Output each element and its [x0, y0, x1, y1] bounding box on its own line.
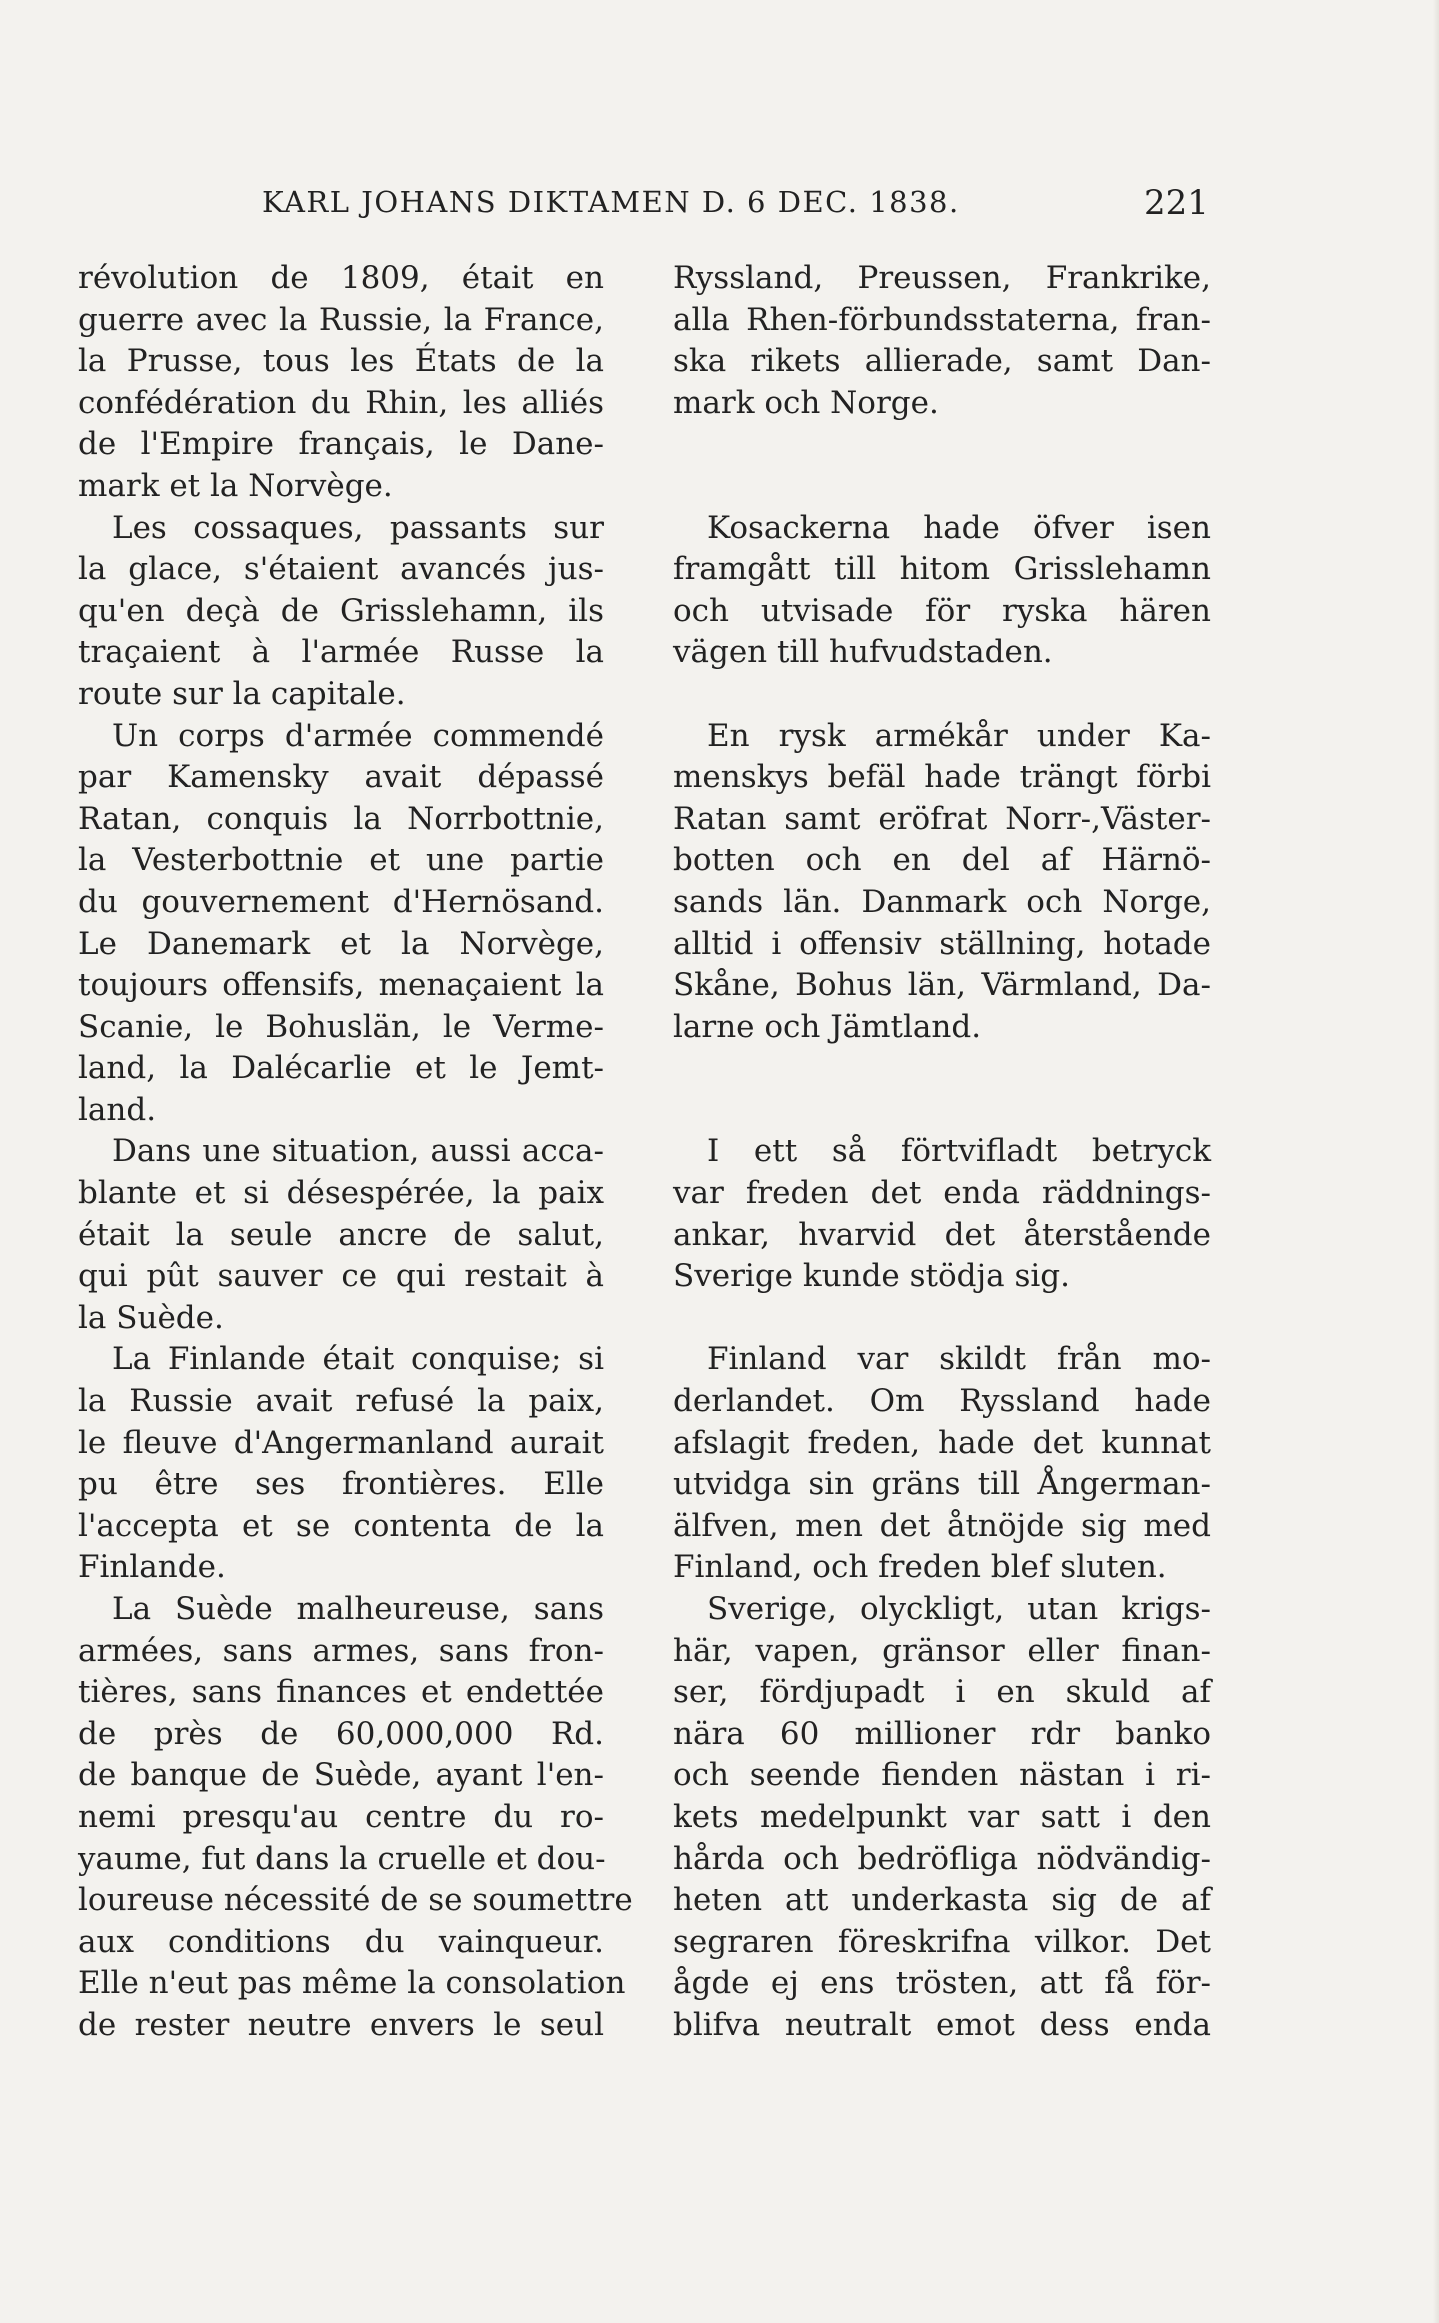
text-line: nära 60 millioner rdr banko	[673, 1715, 1211, 1752]
text-line: tières, sans finances et endettée	[78, 1674, 604, 1711]
text-line: loureuse nécessité de se soumettre	[78, 1882, 633, 1919]
text-line: Un corps d'armée commendé	[112, 717, 604, 754]
text-line: ågde ej ens trösten, att få för-	[673, 1965, 1211, 2002]
text-line: de rester neutre envers le seul	[78, 2006, 604, 2043]
text-line: le fleuve d'Angermanland aurait	[78, 1424, 604, 1461]
text-line: var freden det enda räddnings-	[673, 1175, 1211, 1212]
text-line: Scanie, le Bohuslän, le Verme-	[78, 1008, 604, 1045]
text-line: Les cossaques, passants sur	[112, 509, 604, 546]
text-line: Elle n'eut pas même la consolation	[78, 1965, 626, 2002]
text-line: segraren föreskrifna vilkor. Det	[673, 1923, 1211, 1960]
text-line: toujours offensifs, menaçaient la	[78, 967, 604, 1004]
text-line: qu'en deçà de Grisslehamn, ils	[78, 592, 604, 629]
text-line: botten och en del af Härnö-	[673, 842, 1211, 879]
text-line: Ratan, conquis la Norrbottnie,	[78, 800, 604, 837]
text-line: Le Danemark et la Norvège,	[78, 925, 604, 962]
text-line: sands län. Danmark och Norge,	[673, 883, 1211, 920]
text-line: utvidga sin gräns till Ångerman-	[673, 1466, 1211, 1503]
swedish-text-column	[673, 258, 1211, 2047]
text-line: och seende fienden nästan i ri-	[673, 1757, 1211, 1794]
page-header	[0, 183, 1439, 227]
text-line: Finland, och freden blef sluten.	[673, 1549, 1167, 1586]
text-line: aux conditions du vainqueur.	[78, 1923, 604, 1960]
text-line: derlandet. Om Ryssland hade	[673, 1383, 1211, 1420]
text-line	[673, 1048, 1211, 1090]
text-line: Ratan samt eröfrat Norr-,Väster-	[673, 800, 1211, 837]
text-line: la Suède.	[78, 1299, 224, 1336]
text-line: Ryssland, Preussen, Frankrike,	[673, 260, 1211, 296]
text-line: Sverige, olyckligt, utan krigs-	[707, 1591, 1211, 1627]
text-line: I ett så förtvifladt betryck	[707, 1133, 1211, 1170]
text-line: vägen till hufvudstaden.	[673, 634, 1053, 671]
text-line: mark och Norge.	[673, 384, 939, 421]
text-line: land, la Dalécarlie et le Jemt-	[78, 1050, 604, 1087]
text-line: nemi presqu'au centre du ro-	[78, 1798, 604, 1835]
text-line: de l'Empire français, le Dane-	[78, 426, 604, 463]
text-line: la Prusse, tous les États de la	[78, 343, 604, 380]
text-line: pu être ses frontières. Elle	[78, 1466, 604, 1503]
text-line: Skåne, Bohus län, Värmland, Da-	[673, 967, 1211, 1004]
text-line: ska rikets allierade, samt Dan-	[673, 343, 1211, 380]
text-line: larne och Jämtland.	[673, 1008, 982, 1045]
text-line: la Russie avait refusé la paix,	[78, 1383, 604, 1420]
text-line: Finland var skildt från mo-	[707, 1341, 1211, 1378]
text-line: ser, fördjupadt i en skuld af	[673, 1674, 1211, 1711]
text-line: de banque de Suède, ayant l'en-	[78, 1757, 604, 1794]
text-line: Kosackerna hade öfver isen	[707, 509, 1211, 546]
text-line: menskys befäl hade trängt förbi	[673, 759, 1211, 796]
text-line: En rysk armékår under Ka-	[707, 717, 1211, 754]
text-line: ankar, hvarvid det återstående	[673, 1216, 1211, 1253]
text-line: la Vesterbottnie et une partie	[78, 842, 604, 879]
text-line: älfven, men det åtnöjde sig med	[673, 1507, 1211, 1544]
text-line: kets medelpunkt var satt i den	[673, 1798, 1211, 1835]
text-line: alla Rhen-förbundsstaterna, fran-	[673, 301, 1211, 338]
text-line	[673, 424, 1211, 466]
french-text-column	[78, 258, 633, 2047]
text-line: la glace, s'étaient avancés jus-	[78, 551, 604, 588]
text-line: qui pût sauver ce qui restait à	[78, 1258, 604, 1295]
text-line: framgått till hitom Grisslehamn	[673, 551, 1211, 588]
text-line: alltid i offensiv ställning, hotade	[673, 925, 1211, 962]
text-line: La Finlande était conquise; si	[112, 1341, 604, 1378]
text-line: blifva neutralt emot dess enda	[673, 2006, 1211, 2043]
text-line: mark et la Norvège.	[78, 467, 393, 504]
text-line: confédération du Rhin, les alliés	[78, 384, 604, 421]
text-line: Sverige kunde stödja sig.	[673, 1258, 1070, 1295]
text-line: par Kamensky avait dépassé	[78, 759, 604, 796]
text-line: Finlande.	[78, 1549, 226, 1586]
text-line: de près de 60,000,000 Rd.	[78, 1715, 604, 1752]
text-line: du gouvernement d'Hernösand.	[78, 883, 604, 920]
text-line: Dans une situation, aussi acca-	[112, 1133, 604, 1170]
text-line	[673, 674, 1211, 716]
text-line: yaume, fut dans la cruelle et dou-	[78, 1840, 606, 1877]
text-line: révolution de 1809, était en	[78, 260, 604, 296]
text-line: heten att underkasta sig de af	[673, 1882, 1211, 1919]
page-number: 221	[1144, 183, 1209, 223]
text-line: afslagit freden, hade det kunnat	[673, 1424, 1211, 1461]
text-line: armées, sans armes, sans fron-	[78, 1632, 604, 1669]
text-line	[673, 1298, 1211, 1340]
text-line: och utvisade för ryska hären	[673, 592, 1211, 629]
text-line: guerre avec la Russie, la France,	[78, 301, 604, 338]
text-line: hårda och bedröfliga nödvändig-	[673, 1840, 1211, 1877]
text-line: traçaient à l'armée Russe la	[78, 634, 604, 671]
text-line	[673, 1090, 1211, 1132]
text-line: La Suède malheureuse, sans	[112, 1591, 604, 1627]
running-title: KARL JOHANS DIKTAMEN D. 6 DEC. 1838.	[262, 185, 960, 219]
text-line: était la seule ancre de salut,	[78, 1216, 604, 1253]
text-line: l'accepta et se contenta de la	[78, 1507, 604, 1544]
text-line: blante et si désespérée, la paix	[78, 1175, 604, 1212]
text-line: här, vapen, gränsor eller finan-	[673, 1632, 1211, 1669]
page-edge	[1433, 0, 1439, 2323]
text-line: route sur la capitale.	[78, 675, 406, 712]
text-line	[673, 466, 1211, 508]
text-line: land.	[78, 1091, 157, 1128]
